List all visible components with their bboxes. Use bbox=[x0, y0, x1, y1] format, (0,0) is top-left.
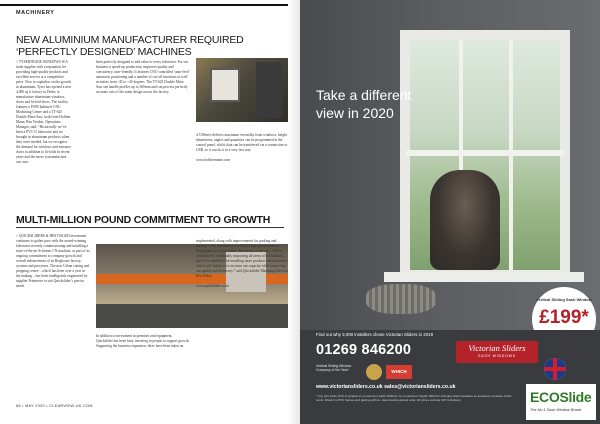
ecoslide-tagline: The No.1 Sash Window Brand bbox=[530, 408, 582, 412]
brand-subtitle: SASH WINDOWS bbox=[478, 354, 516, 358]
window-glazing-bar bbox=[509, 156, 513, 270]
top-rule bbox=[0, 4, 300, 6]
mother-and-child bbox=[430, 170, 500, 270]
article2-col3-text: implemented, along with improvements for parking and loading of the installation of a RUN Employee Assistance Programme to help maintain the welfare of all staff. “We’re committed to continually improving all areas of our business, and we’re thrilled to be installing more products and machinery which will enable us to increase our capacity while improving our quality and efficiency,” said Quickslider Managing Director Ben Wales. www.quickslider.co.uk bbox=[196, 239, 288, 288]
article2-column-3 bbox=[196, 234, 288, 398]
price-product: Vertical Sliding Sash Window bbox=[536, 297, 592, 302]
window-glazing-bar bbox=[509, 40, 513, 150]
window-glazing-bar bbox=[459, 40, 463, 150]
ad-phone-number: 01269 846200 bbox=[316, 342, 412, 358]
article1-col3-text: 4.5 Metres delivers maximum versatility from windows, height dimensions, angles and quantities can be programmed at the control panel, whilst data can be transferred via a connection or USB, so it can do it in a very fast way. www.hoffnermann.com bbox=[196, 133, 288, 162]
ad-contact-line: www.victoriansliders.co.uk sales@victoriansliders.co.uk bbox=[316, 384, 456, 390]
article2-headline: MULTI-MILLION POUND COMMITMENT TO GROWTH bbox=[16, 214, 271, 226]
advert-page bbox=[300, 0, 600, 424]
ad-headline-line-2: view in 2020 bbox=[316, 105, 394, 121]
knitted-pouffe bbox=[366, 284, 436, 314]
machine-panel bbox=[256, 62, 282, 118]
window-sash-bar bbox=[406, 150, 564, 156]
ad-headline-line-1: Take a different bbox=[316, 87, 412, 103]
ad-call-text: Find out why 3,000 installers chose Victorian Sliders in 2019 bbox=[316, 332, 434, 337]
article1-col1-text: > TYSERTRADE WINDOWS IS A trade supplier with a reputation for providing high-quality products and excellent service at a competitive price. Now to capitalise on the growth in aluminium, Tyser has opened a new 4,000 sq ft factory in Derby to manufacture aluminium windows, doors and bi-fold doors. The facility features a FOM Industrie CNC Machining Centre and a TT-625 Double Mitre Saw, both from Hoffner Mann. Ben Verdon, Operations Manager, said: “Historically we’ve been a PVC-U fabricator and we brought in aluminium products when they were needed, but we recognise the demand for windows and entrance doors in addition to bi-folds in recent years and the move to manufacture our own. bbox=[16, 60, 72, 164]
machine-photo bbox=[196, 58, 288, 122]
which-badge: WHICH bbox=[386, 365, 412, 379]
article1-headline: NEW ALUMINIUM MANUFACTURER REQUIRED ‘PERFECTLY DESIGNED’ MACHINES bbox=[16, 34, 244, 58]
brand-name: Victorian Sliders bbox=[468, 343, 526, 353]
uk-flag-icon bbox=[544, 358, 566, 380]
section-label: MACHINERY bbox=[16, 10, 55, 16]
gutter bbox=[288, 0, 300, 424]
award-text: Vertical Sliding Window Company of the Year! bbox=[316, 364, 352, 373]
ecoslide-name: ECOSlide bbox=[530, 389, 592, 405]
article2-col1-text: > QUICKSLIDERS & HESTIAGED investment continues to gather pace with the award-winning fabricator recently commissioning and installing a state-of-the-art Schirmer CN machine, as part of its ongoing commitment to company growth and overall enhancement of its Brighouse factory, systems and processes. The new Urban cutting and prepping centre – which has been over a year in the making – has been intelligently engineered by supplier Primerose to suit Quickslider’s precise needs. bbox=[16, 234, 90, 288]
ad-headline bbox=[316, 86, 411, 122]
page-footer: 68 • MAY 2020 • CLEARVIEW-UK.COM bbox=[16, 404, 93, 408]
machine-screen bbox=[210, 68, 240, 102]
article2-col2-text: In addition to investment in premises and equipment, Quickslider has been busy investing in people to support growth. Supporting the business expansion, three have been taken on. bbox=[96, 334, 190, 348]
article2-column-2 bbox=[96, 334, 190, 398]
ad-small-print: * Any size white PVC-U window to a maximum width 1000mm by a maximum height 1500mm includes white hardware as standard, excludes trickle vents. Fitted in uPVC frames and glazing with A+ rated double glazed units. All prices exclude VAT & Delivery. bbox=[316, 394, 512, 402]
article1-column-2 bbox=[96, 60, 190, 208]
price-value: £199* bbox=[539, 307, 589, 328]
article1-column-1 bbox=[16, 60, 72, 208]
article2-column-1 bbox=[16, 234, 90, 398]
award-medal-icon bbox=[366, 364, 382, 380]
victorian-sliders-logo bbox=[456, 341, 538, 363]
headline-rule bbox=[16, 227, 284, 228]
window-sill bbox=[384, 272, 584, 282]
article1-col2-text: been perfectly designed to add value to every fabricator. For our business it speed-up production, improves quality and consistency, user-friendly. It features CNC-controlled ‘auto-feed’ automatic positioning and a number of cut-off functions as well as mitres from -45 to +45 degrees. The TT-625 Double Mitre Saw can handle profiles up to 300mm and can process perfectly accurate cuts of the same design across the factory. bbox=[96, 60, 190, 94]
ecoslide-logo bbox=[526, 384, 596, 420]
article1-column-3 bbox=[196, 128, 288, 208]
